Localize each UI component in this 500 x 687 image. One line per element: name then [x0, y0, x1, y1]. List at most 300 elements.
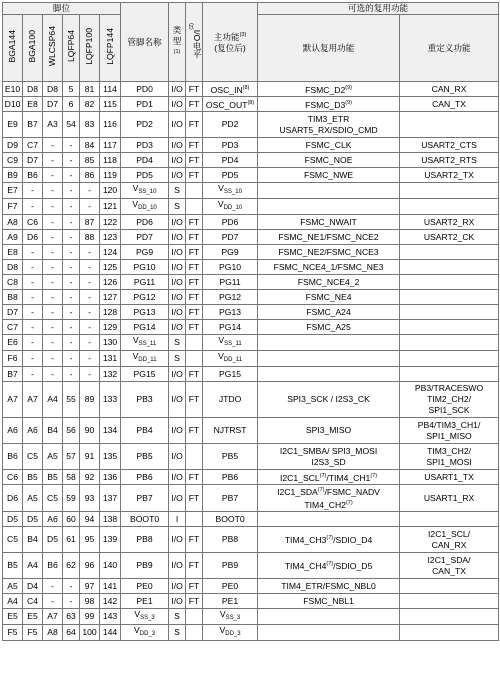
pin-name-cell: PG11 — [121, 275, 169, 290]
pin-number-cell: - — [63, 153, 80, 168]
pin-number-cell: C5 — [43, 485, 63, 512]
main-func-cell: $V_{SS\_3}$ — [203, 609, 258, 625]
pin-number-cell: F5 — [23, 625, 43, 641]
remap-cell: USART1_TX — [400, 470, 499, 485]
pin-number-cell: D8 — [23, 82, 43, 97]
default-remap-cell: FSMC_NE4 — [258, 290, 400, 305]
table-row — [3, 320, 499, 335]
pin-number-cell: 132 — [100, 367, 121, 382]
io-level-cell: FT — [186, 112, 203, 138]
pin-number-cell: E7 — [3, 183, 23, 199]
default-remap-cell: FSMC_NBL1 — [258, 594, 400, 609]
io-level-cell: FT — [186, 382, 203, 418]
pin-number-cell: 140 — [100, 553, 121, 579]
io-level-cell: FT — [186, 138, 203, 153]
remap-cell — [400, 512, 499, 527]
pin-number-cell: D7 — [3, 305, 23, 320]
pin-number-cell: - — [63, 245, 80, 260]
pkg-header: BGA144 — [3, 15, 23, 82]
pin-name-cell: PE1 — [121, 594, 169, 609]
pin-number-cell: B6 — [3, 444, 23, 470]
pin-number-cell: - — [63, 305, 80, 320]
main-func-cell: $V_{SS\_10}$ — [203, 183, 258, 199]
pin-number-cell: C7 — [3, 320, 23, 335]
pin-number-cell: - — [43, 367, 63, 382]
remap-cell — [400, 112, 499, 138]
pin-number-cell: - — [23, 260, 43, 275]
io-level-cell — [186, 183, 203, 199]
pin-number-cell: 5 — [63, 82, 80, 97]
pin-name-cell: PB4 — [121, 418, 169, 444]
pin-number-cell: 62 — [63, 553, 80, 579]
pin-number-cell: - — [80, 290, 100, 305]
pin-name-cell: BOOT0 — [121, 512, 169, 527]
pin-number-cell: A5 — [3, 579, 23, 594]
type-cell: S — [169, 625, 186, 641]
pin-number-cell: 81 — [80, 82, 100, 97]
pin-number-cell: - — [80, 351, 100, 367]
remap-cell — [400, 275, 499, 290]
type-cell: I/O — [169, 553, 186, 579]
pin-number-cell: A7 — [43, 609, 63, 625]
default-remap-cell: TIM4_CH3$^{(7)}$/SDIO_D4 — [258, 527, 400, 553]
default-remap-cell: FSMC_NWAIT — [258, 215, 400, 230]
pin-number-cell: B4 — [43, 418, 63, 444]
pin-number-cell: - — [80, 245, 100, 260]
pin-number-cell: 122 — [100, 215, 121, 230]
main-func-cell: PG10 — [203, 260, 258, 275]
io-level-cell: FT — [186, 97, 203, 112]
pin-number-cell: A6 — [43, 512, 63, 527]
pin-name-cell: $V_{SS\_11}$ — [121, 335, 169, 351]
pin-number-cell: 64 — [63, 625, 80, 641]
pin-number-cell: 6 — [63, 97, 80, 112]
pin-number-cell: 63 — [63, 609, 80, 625]
table-row — [3, 351, 499, 367]
pin-number-cell: 87 — [80, 215, 100, 230]
main-func-cell: PD3 — [203, 138, 258, 153]
remap-cell: I2C1_SDA/ CAN_TX — [400, 553, 499, 579]
pin-number-cell: - — [23, 183, 43, 199]
pin-name-cell: PD2 — [121, 112, 169, 138]
pin-number-cell: - — [63, 290, 80, 305]
pin-name-cell: PB9 — [121, 553, 169, 579]
io-level-cell: FT — [186, 579, 203, 594]
type-cell: I/O — [169, 138, 186, 153]
pin-number-cell: 139 — [100, 527, 121, 553]
pin-number-cell: D4 — [23, 579, 43, 594]
pin-number-cell: A8 — [43, 625, 63, 641]
io-level-cell: FT — [186, 290, 203, 305]
pin-number-cell: 60 — [63, 512, 80, 527]
pin-number-cell: F7 — [3, 199, 23, 215]
table-row — [3, 418, 499, 444]
io-level-cell — [186, 625, 203, 641]
type-cell: I/O — [169, 320, 186, 335]
io-level-cell: FT — [186, 320, 203, 335]
pin-number-cell: 115 — [100, 97, 121, 112]
pin-number-cell: 95 — [80, 527, 100, 553]
pin-number-cell: C6 — [23, 215, 43, 230]
remap-cell — [400, 183, 499, 199]
type-cell: I/O — [169, 97, 186, 112]
default-remap-cell: TIM4_ETR/FSMC_NBL0 — [258, 579, 400, 594]
pin-name-cell: PG15 — [121, 367, 169, 382]
type-cell: I/O — [169, 290, 186, 305]
pkg-header: LQFP64 — [63, 15, 80, 82]
pin-number-cell: - — [23, 320, 43, 335]
pin-number-cell: C5 — [3, 527, 23, 553]
table-row — [3, 183, 499, 199]
main-func-cell: PE0 — [203, 579, 258, 594]
pin-number-cell: E9 — [3, 112, 23, 138]
main-func-cell: OSC_IN$^{(8)}$ — [203, 82, 258, 97]
pin-number-cell: A9 — [3, 230, 23, 245]
pin-number-cell: - — [43, 351, 63, 367]
type-cell: S — [169, 351, 186, 367]
table-row — [3, 112, 499, 138]
pin-number-cell: 124 — [100, 245, 121, 260]
pin-name-cell: $V_{SS\_10}$ — [121, 183, 169, 199]
io-level-cell: FT — [186, 275, 203, 290]
main-func-cell: PD2 — [203, 112, 258, 138]
type-cell: S — [169, 199, 186, 215]
table-row — [3, 82, 499, 97]
pin-number-cell: - — [43, 335, 63, 351]
pin-number-cell: - — [63, 351, 80, 367]
pin-number-cell: A7 — [3, 382, 23, 418]
pin-number-cell: 144 — [100, 625, 121, 641]
pin-number-cell: - — [23, 290, 43, 305]
pin-number-cell: - — [43, 290, 63, 305]
pin-number-cell: 134 — [100, 418, 121, 444]
main-func-cell: PG15 — [203, 367, 258, 382]
remap-cell — [400, 609, 499, 625]
pin-name-cell: PB8 — [121, 527, 169, 553]
pin-number-cell: 96 — [80, 553, 100, 579]
pin-number-cell: 89 — [80, 382, 100, 418]
default-remap-cell — [258, 335, 400, 351]
pin-number-cell: - — [80, 305, 100, 320]
default-remap-cell: TIM4_CH4$^{(7)}$/SDIO_D5 — [258, 553, 400, 579]
type-cell: I/O — [169, 470, 186, 485]
type-cell: I/O — [169, 305, 186, 320]
pin-number-cell: - — [43, 305, 63, 320]
remap-cell: PB3/TRACESWO TIM2_CH2/ SPI1_SCK — [400, 382, 499, 418]
main-func-cell: $V_{SS\_11}$ — [203, 335, 258, 351]
pin-number-cell: 61 — [63, 527, 80, 553]
pin-name-cell: PB6 — [121, 470, 169, 485]
type-cell: S — [169, 335, 186, 351]
pin-number-cell: B4 — [23, 527, 43, 553]
default-remap-cell — [258, 625, 400, 641]
pin-number-cell: C9 — [3, 153, 23, 168]
table-row — [3, 367, 499, 382]
pin-number-cell: - — [63, 335, 80, 351]
table-row — [3, 245, 499, 260]
table-row — [3, 215, 499, 230]
remap-cell — [400, 625, 499, 641]
pin-number-cell: 131 — [100, 351, 121, 367]
pin-number-cell: - — [43, 260, 63, 275]
main-func-cell: $V_{DD\_10}$ — [203, 199, 258, 215]
table-row — [3, 153, 499, 168]
pin-number-cell: 82 — [80, 97, 100, 112]
pin-number-cell: - — [43, 138, 63, 153]
pin-number-cell: C8 — [3, 275, 23, 290]
type-cell: I/O — [169, 367, 186, 382]
table-row — [3, 335, 499, 351]
pkg-header: LQFP100 — [80, 15, 100, 82]
remap-cell: USART2_CK — [400, 230, 499, 245]
table-row — [3, 485, 499, 512]
io-level-cell: FT — [186, 470, 203, 485]
remap-cell — [400, 320, 499, 335]
pin-number-cell: - — [63, 275, 80, 290]
io-level-cell — [186, 335, 203, 351]
pin-number-cell: E10 — [3, 82, 23, 97]
pin-number-cell: B6 — [43, 553, 63, 579]
pin-number-cell: 127 — [100, 290, 121, 305]
remap-cell: CAN_RX — [400, 82, 499, 97]
pin-number-cell: - — [23, 335, 43, 351]
default-remap-cell: FSMC_NE2/FSMC_NCE3 — [258, 245, 400, 260]
pin-number-cell: - — [63, 138, 80, 153]
pin-number-cell: - — [63, 367, 80, 382]
pin-number-cell: - — [23, 367, 43, 382]
pin-number-cell: B7 — [23, 112, 43, 138]
table-row — [3, 625, 499, 641]
main-func-cell: PG12 — [203, 290, 258, 305]
pin-number-cell: A6 — [23, 418, 43, 444]
pin-number-cell: - — [80, 183, 100, 199]
pin-number-cell: - — [43, 579, 63, 594]
io-level-cell: FT — [186, 82, 203, 97]
pin-number-cell: 137 — [100, 485, 121, 512]
main-func-cell: PB7 — [203, 485, 258, 512]
table-row — [3, 138, 499, 153]
remap-cell: USART2_RTS — [400, 153, 499, 168]
pin-number-cell: 130 — [100, 335, 121, 351]
default-remap-cell: I2C1_SMBA/ SPI3_MOSI I2S3_SD — [258, 444, 400, 470]
table-row — [3, 382, 499, 418]
pin-number-cell: - — [43, 230, 63, 245]
remap-cell — [400, 351, 499, 367]
pin-number-cell: F5 — [3, 625, 23, 641]
default-remap-cell: I2C1_SDA$^{(7)}$/FSMC_NADV TIM4_CH2$^{(7)}$ — [258, 485, 400, 512]
pin-number-cell: C5 — [23, 444, 43, 470]
table-row — [3, 609, 499, 625]
type-cell: I/O — [169, 579, 186, 594]
io-level-cell: FT — [186, 260, 203, 275]
pin-number-cell: - — [80, 260, 100, 275]
pin-number-cell: 83 — [80, 112, 100, 138]
pin-number-cell: 136 — [100, 470, 121, 485]
pin-number-cell: 91 — [80, 444, 100, 470]
pin-number-cell: - — [63, 168, 80, 183]
default-remap-cell: FSMC_CLK — [258, 138, 400, 153]
pin-number-cell: A4 — [3, 594, 23, 609]
pkg-header: BGA100 — [23, 15, 43, 82]
type-cell: I/O — [169, 418, 186, 444]
pin-number-cell: - — [80, 335, 100, 351]
pin-number-cell: B7 — [3, 367, 23, 382]
main-func-cell: OSC_OUT$^{(8)}$ — [203, 97, 258, 112]
pin-number-cell: D6 — [23, 230, 43, 245]
pin-number-cell: 118 — [100, 153, 121, 168]
table-row — [3, 527, 499, 553]
default-remap-cell: FSMC_D2$^{(9)}$ — [258, 82, 400, 97]
pin-number-cell: 99 — [80, 609, 100, 625]
pin-number-cell: - — [43, 168, 63, 183]
pin-number-cell: D5 — [23, 512, 43, 527]
remap-cell — [400, 260, 499, 275]
remap-cell — [400, 594, 499, 609]
default-remap-cell: I2C1_SCL$^{(7)}$/TIM4_CH1$^{(7)}$ — [258, 470, 400, 485]
pin-number-cell: D5 — [3, 512, 23, 527]
default-remap-cell: FSMC_NOE — [258, 153, 400, 168]
remap-header: 重定义功能 — [400, 15, 499, 82]
pin-number-cell: B8 — [3, 290, 23, 305]
pin-name-header: 管脚名称 — [121, 3, 169, 82]
pin-name-cell: PG9 — [121, 245, 169, 260]
pin-number-cell: - — [23, 199, 43, 215]
remap-cell — [400, 335, 499, 351]
pin-number-cell: - — [63, 594, 80, 609]
pin-number-cell: 123 — [100, 230, 121, 245]
default-remap-cell: SPI3_SCK / I2S3_CK — [258, 382, 400, 418]
default-remap-cell — [258, 199, 400, 215]
default-remap-cell: FSMC_NE1/FSMC_NCE2 — [258, 230, 400, 245]
pin-number-cell: 117 — [100, 138, 121, 153]
main-func-cell: PD5 — [203, 168, 258, 183]
pin-number-cell: B5 — [23, 470, 43, 485]
table-row — [3, 579, 499, 594]
type-cell: I/O — [169, 485, 186, 512]
pin-name-cell: $V_{DD\_10}$ — [121, 199, 169, 215]
default-remap-cell: TIM3_ETR USART5_RX/SDIO_CMD — [258, 112, 400, 138]
pin-number-cell: C6 — [3, 470, 23, 485]
table-row — [3, 470, 499, 485]
pin-number-cell: - — [43, 245, 63, 260]
pin-number-cell: 143 — [100, 609, 121, 625]
pin-number-cell: 133 — [100, 382, 121, 418]
pin-number-cell: 120 — [100, 183, 121, 199]
pin-number-cell: - — [80, 199, 100, 215]
type-cell: I/O — [169, 215, 186, 230]
io-level-cell: FT — [186, 418, 203, 444]
type-header: 类型 $^{(1)}$ — [169, 3, 186, 82]
pin-number-cell: E5 — [23, 609, 43, 625]
io-level-header: I/O电平$^{(2)}$ — [186, 3, 203, 82]
io-level-cell: FT — [186, 168, 203, 183]
pin-number-cell: 126 — [100, 275, 121, 290]
pin-number-cell: D7 — [43, 97, 63, 112]
pin-number-cell: B6 — [23, 168, 43, 183]
remap-cell: USART2_RX — [400, 215, 499, 230]
pin-number-cell: 125 — [100, 260, 121, 275]
pin-number-cell: 100 — [80, 625, 100, 641]
type-cell: I/O — [169, 527, 186, 553]
pin-name-cell: $V_{DD\_3}$ — [121, 625, 169, 641]
remap-cell — [400, 290, 499, 305]
pinout-body — [3, 82, 499, 641]
table-row — [3, 290, 499, 305]
pin-number-cell: 84 — [80, 138, 100, 153]
pin-number-cell: 90 — [80, 418, 100, 444]
pin-number-cell: 114 — [100, 82, 121, 97]
pin-number-cell: 58 — [63, 470, 80, 485]
io-level-cell — [186, 444, 203, 470]
pin-number-cell: - — [43, 275, 63, 290]
pin-number-cell: A6 — [3, 418, 23, 444]
default-remap-cell: FSMC_A25 — [258, 320, 400, 335]
type-cell: S — [169, 183, 186, 199]
alt-func-header: 可选的复用功能 — [258, 3, 499, 15]
pin-number-cell: B9 — [3, 168, 23, 183]
type-cell: I/O — [169, 594, 186, 609]
remap-cell — [400, 245, 499, 260]
pin-name-cell: PB7 — [121, 485, 169, 512]
pin-number-cell: 94 — [80, 512, 100, 527]
io-level-cell: FT — [186, 594, 203, 609]
main-func-cell: $V_{DD\_3}$ — [203, 625, 258, 641]
pin-number-cell: E8 — [3, 245, 23, 260]
remap-cell: CAN_TX — [400, 97, 499, 112]
pin-number-cell: A5 — [23, 485, 43, 512]
remap-cell: USART2_TX — [400, 168, 499, 183]
table-row — [3, 199, 499, 215]
pin-number-cell: D8 — [43, 82, 63, 97]
table-row — [3, 444, 499, 470]
table-row — [3, 230, 499, 245]
pin-number-cell: 97 — [80, 579, 100, 594]
remap-cell — [400, 579, 499, 594]
main-func-cell: JTDO — [203, 382, 258, 418]
main-func-cell: PD6 — [203, 215, 258, 230]
main-func-cell: PG13 — [203, 305, 258, 320]
default-remap-cell: FSMC_A24 — [258, 305, 400, 320]
pin-number-cell: - — [23, 245, 43, 260]
type-cell: I/O — [169, 382, 186, 418]
pin-number-cell: - — [43, 320, 63, 335]
table-row — [3, 553, 499, 579]
pin-number-cell: A4 — [23, 553, 43, 579]
pin-number-cell: 92 — [80, 470, 100, 485]
main-func-cell: PB9 — [203, 553, 258, 579]
remap-cell: I2C1_SCL/ CAN_RX — [400, 527, 499, 553]
pin-number-cell: B5 — [43, 470, 63, 485]
pin-number-cell: - — [63, 183, 80, 199]
pin-number-cell: - — [43, 183, 63, 199]
pin-number-cell: 57 — [63, 444, 80, 470]
pin-number-cell: - — [80, 320, 100, 335]
pin-number-cell: D9 — [3, 138, 23, 153]
remap-cell: PB4/TIM3_CH1/ SPI1_MISO — [400, 418, 499, 444]
pin-number-cell: - — [43, 594, 63, 609]
default-remap-cell: FSMC_NCE4_1/FSMC_NE3 — [258, 260, 400, 275]
default-remap-cell: FSMC_NCE4_2 — [258, 275, 400, 290]
main-func-cell: PB5 — [203, 444, 258, 470]
main-func-cell: BOOT0 — [203, 512, 258, 527]
pin-number-cell: 54 — [63, 112, 80, 138]
pin-number-cell: 88 — [80, 230, 100, 245]
pin-number-cell: E8 — [23, 97, 43, 112]
pin-number-cell: - — [63, 260, 80, 275]
io-level-cell: FT — [186, 485, 203, 512]
table-row — [3, 97, 499, 112]
main-func-cell: PD4 — [203, 153, 258, 168]
